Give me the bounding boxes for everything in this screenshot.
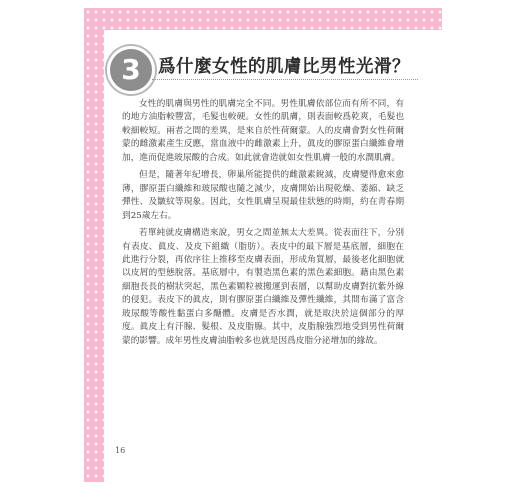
pink-dotted-top-band bbox=[84, 8, 442, 30]
paragraph: 但是，隨著年紀增長，卵巢所能提供的雌激素銳減，皮膚變得愈來愈薄，膠原蛋白纖維和玻尿酸也隨之減少，皮膚開始出現乾燥、萎縮、缺乏彈性、及皺紋等現象。因此，女性肌膚呈現最佳狀態的時期，約在靑春期到25歲左右。 bbox=[122, 170, 404, 221]
paragraph: 若單純就皮膚構造來說，男女之間並無太大差異。從表面往下，分別有表皮、眞皮、及皮下組織（脂肪）。表皮中的最下層是基底層，細胞在此進行分裂，再依序往上推移至皮膚表面，形成角質層，最後老化細胞就以皮屑的型態脫落。基底層中，有製造黑色素的黑色素細胞。藉由黑色素細胞長長的樹狀突起，黑色素顆粒被搬運到表層，以幫助皮膚對抗紫外線的侵犯。表皮下的眞皮，則有膠原蛋白纖維及彈性纖維，其間布滿了富含玻尿酸等酸性黏蛋白多醣體。皮膚是否水潤，就是取決於這個部分的厚度。眞皮上有汗腺、髮根、及皮脂腺。其中，皮脂腺強烈地受到男性荷爾蒙的影響。成年男性皮膚油脂較多也就是因爲皮脂分泌增加的緣故。 bbox=[122, 228, 404, 346]
section-number-badge bbox=[107, 46, 155, 94]
section-title: 爲什麼女性的肌膚比男性光滑？ bbox=[158, 57, 410, 77]
title-dotted-rule bbox=[152, 79, 418, 80]
page-number: 16 bbox=[115, 446, 126, 455]
section-number: 3 bbox=[121, 53, 141, 86]
pink-dotted-left-band bbox=[84, 8, 104, 482]
body-text bbox=[122, 98, 404, 352]
paragraph: 女性的肌膚與男性的肌膚完全不同。男性肌膚依部位而有所不同，有的地方油脂較豐富，毛髮也較硬。女性的肌膚，則表面較爲乾爽，毛髮也較細較短。兩者之間的差異，是來自於性荷爾蒙。人的皮膚會對女性荷爾蒙的雌激素產生反應，當血液中的雌激素上升，眞皮的膠原蛋白纖維會增加，進而促進玻尿酸的合成。如此就會造就如女性肌膚一般的水潤肌膚。 bbox=[122, 99, 404, 163]
